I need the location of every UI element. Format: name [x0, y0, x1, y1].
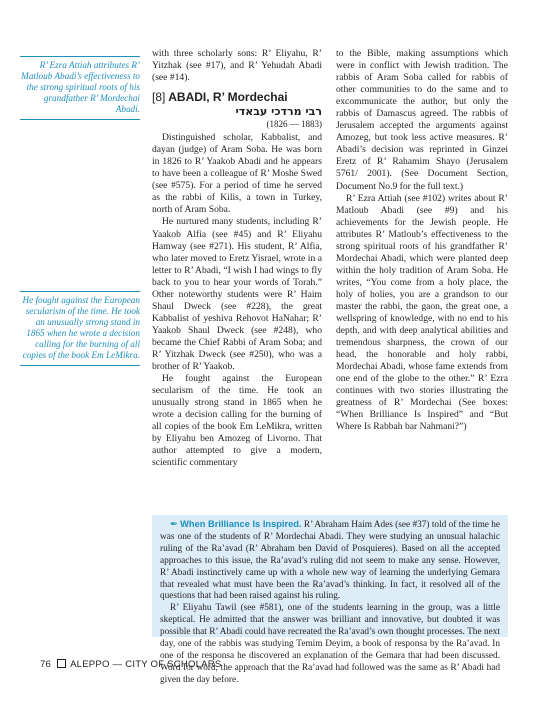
- square-icon: [57, 659, 66, 668]
- sidenote-text: He fought against the European secularism of the time. He took an unusually strong stand in 1865 when he wrote a decision calling for the burning of all copies of the book Em LeMikra.: [22, 295, 140, 360]
- story-paragraph: R’ Eliyahu Tawil (see #581), one of the students learning in the group, was a little skeptical. He admitted that the answer was brilliant and innovative, but doubted it was possible that R’ Abadi could have recreated the Ra’avad’s own thought processes. The next day, one of the rabbis was studying Temim Deyim, a book of responsa by the Ra’avad. In one of the responsa he discovered an explanation of the Gemara that had been discussed. Word for word, the approach that the Ra’avad had followed was the same as R’ Abadi had given the day before.: [160, 603, 500, 685]
- body-paragraph: R’ Ezra Attiah (see #102) writes about R’ Matloub Abadi (see #9) and his achievements for the Jewish people. He attributes R’ Matloub’s effectiveness to the strong spiritual roots of his grandfather R’ Mordechai Abadi, which were planted deep within the holy tradition of Aram Soba. He writes, “You come from a holy place, the holy of holies, you are a grandson to our master the rabbi, the gaon, the great one, a wellspring of knowledge, with no end to his depth, and with deep analytical abilities and tremendous sharpness, the crown of our head, the honorable and holy rabbi, Mordechai Abadi, whose fame extends from one end of the globe to the other.” R’ Ezra continues with two stories illustrating the greatness of R’ Mordechai (See boxes: “When Brilliance Is Inspired” and “But Where Is Rabbah bar Nahmani?”): [336, 192, 508, 433]
- body-paragraph: Distinguished scholar, Kabbalist, and dayan (judge) of Aram Soba. He was born in 1826 to R’ Yaakob Abadi and he appears to have been a colleague of R’ Moshe Swed (see #575). For a period of time he served as the rabbi of Kilis, a town in Turkey, north of Aram Soba.: [152, 132, 322, 216]
- sidenote-text: R’ Ezra Attiah attributes R’ Matloub Abadi’s effectiveness to the strong spiritual roots of his grandfather R’ Mordechai Abadi.: [21, 60, 140, 114]
- text-column-right: [336, 48, 508, 434]
- body-paragraph: He nurtured many students, including R’ Yaakob Alfia (see #45) and R’ Eliyahu Hamway (see #271). His student, R’ Alfia, who later moved to Eretz Yisrael, wrote in a letter to R’ Abadi, “I wish I had wings to fly back to you to hear your words of Torah.” Other noteworthy students were R’ Haim Shaul Dweck (see #228), the great Kabbalist of yeshiva Rehovot HaNahar; R’ Yaakob Shaul Dweck (see #248), who became the Chief Rabbi of Aram Soba; and R’ Yitzhak Dweck (see #250), who was a brother of R’ Yaakob.: [152, 216, 322, 373]
- body-paragraph: He fought against the European secularism of the time. He took an unusually strong stand in 1865 when he wrote a decision calling for the burning of all copies of the book Em LeMikra, written by Eliyahu ben Amozeg of Livorno. That author attempted to give a modern, scientific commentary: [152, 373, 322, 469]
- story-box: [152, 515, 508, 685]
- entry-name: ABADI, R’ Mordechai: [168, 90, 288, 105]
- sidenote-ezra-attiah: [20, 56, 140, 120]
- running-title: ALEPPO — CITY OF SCHOLARS: [70, 659, 222, 670]
- hebrew-name: רבי מרדכי עבאדי: [235, 105, 322, 119]
- entry-number: [8]: [152, 90, 166, 105]
- life-dates: (1826 — 1883): [266, 119, 322, 130]
- page-footer: [40, 659, 222, 670]
- story-text: R’ Abraham Haim Ades (see #37) told of the time he was one of the students of R’ Mordechai Abadi. They were studying an unusual halachic ruling of the Ra’avad (R’ Abraham ben David of Posquieres). Based on all the accepted approaches to this issue, the Ra’avad’s ruling did not seem to make any sense. However, R’ Abadi instinctively came up with a whole new way of learning the underlying Gemara that revealed what must have been the Ra’avad’s thinking. In fact, it resolved all of the questions that had been raised against his ruling.: [160, 520, 501, 602]
- story-paragraph: [160, 519, 500, 603]
- quill-icon: ✒: [170, 520, 178, 530]
- sidenote-secularism: [20, 291, 140, 366]
- text-column-left: [152, 48, 322, 469]
- body-paragraph: to the Bible, making assumptions which were in conflict with Jewish tradition. The rabbis of Aram Soba called for rabbis of other communities to do the same and to excommunicate the author, but only the rabbis of Damascus agreed. The rabbis of Jerusalem accepted the arguments against Amozeg, but took less active measures. R’ Abadi’s decision was reprinted in Ginzei Eretz of R’ Rahamim Shayo (Jerusalem 5761/ 2001). (See Document Section, Document No.9 for the full text.): [336, 48, 508, 192]
- intro-paragraph: with three scholarly sons: R’ Eliyahu, R’ Yitzhak (see #17), and R’ Yehudah Abadi (see #14).: [152, 48, 322, 84]
- story-heading: When Brilliance Is Inspired.: [180, 519, 302, 529]
- page-number: 76: [40, 659, 52, 670]
- entry-heading: [152, 90, 322, 105]
